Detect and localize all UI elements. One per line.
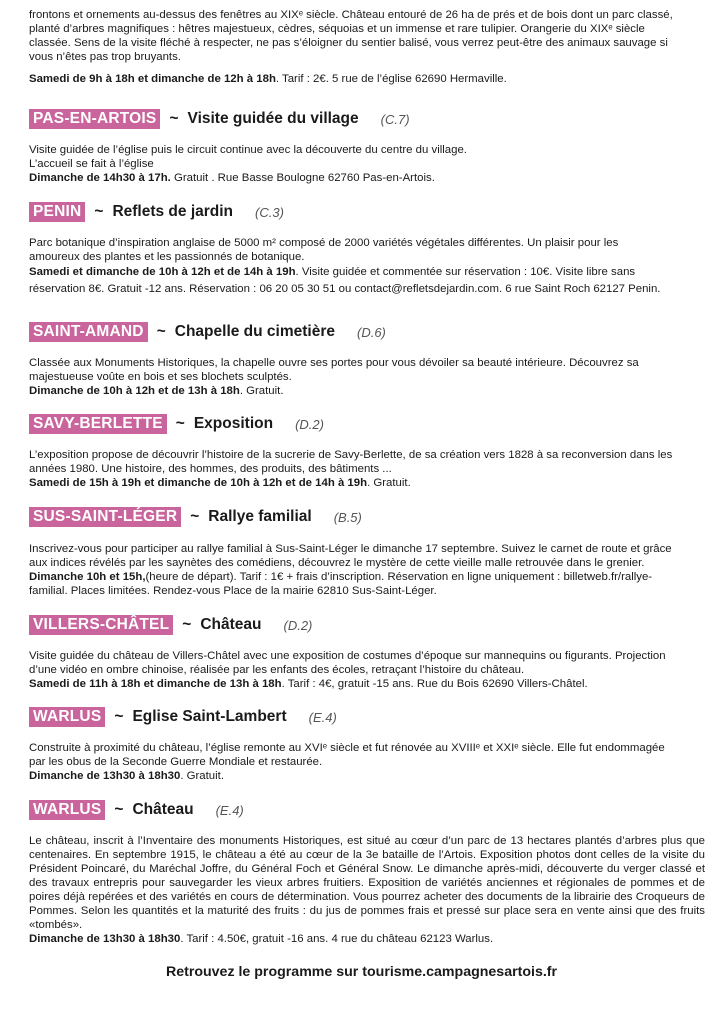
info: . Tarif : 4.50€, gratuit -16 ans. 4 rue du château 62123 Warlus.	[180, 933, 494, 945]
info: . Tarif : 2€. 5 rue de l’église 62690 Hermaville.	[275, 73, 507, 85]
place-tag: VILLERS-CHÂTEL	[29, 615, 173, 635]
entry-description: Inscrivez-vous pour participer au rallye familial à Sus-Saint-Léger le dimanche 17 septembre. Suivez le carnet de route et grâce aux indices révélés par les saynètes des comédiens, découvrez le mystère de cette vieille malle retrouvée dans le grenier. Dimanche 10h et 15h,(heure de départ). Tarif : 1€ + frais d’inscription. Réservation en ligne uniquement : billetweb.fr/rallye- familial. Places limitées. Rendez-vous Place de la mairie 62810 Sus-Saint-Léger.	[29, 543, 672, 597]
intro-text: frontons et ornements au-dessus des fenêtres au XIXᵉ siècle. Château entouré de 26 ha de prés et de bois dont un parc classé, planté d’arbres magnifiques : hêtres majestueux, cèdres, séquoias et un immense et rare tulipier. Orangerie du XIXᵉ siècle classée. Sens de la visite fléché à respecter, ne pas s’éloigner du sentier balisé, vous verrez peut-être des animaux sauvage si vous n’êtes pas trop bruyants.	[29, 9, 673, 63]
entry-heading	[29, 202, 284, 222]
event-title: Exposition	[193, 415, 274, 432]
place-tag: SUS-SAINT-LÉGER	[29, 507, 181, 527]
event-title: Reflets de jardin	[112, 203, 234, 220]
info: (heure de départ). Tarif : 1€ + frais d’inscription. Réservation en ligne uniquement : billetweb.fr/rallye-	[145, 571, 653, 583]
entry-description: Le château, inscrit à l’Inventaire des monuments Historiques, est situé au cœur d’un parc de 13 hectares plantés d’arbres plus que centenaires. En septembre 1915, le château a été au cœur de la 3e bataille de l’Artois. Exposition photos dont celles de la visite du Président Poincaré, du Maréchal Joffre, du Général Foch et Général Snow. Le dimanche après-midi, découverte du verger classé et des travaux entrepris pour sauvegarder les vieux arbres fruitiers. Exposition de variétés anciennes et régionales de pommes et de poires déjà repérées et des variétés en cours de détermination. Vous pourrez acheter des documents de la librairie des Croqueurs de Pommes. Selon les quantités et la maturité des fruits : du jus de pommes frais et pressé sur place sera en vente ainsi que des fruits «tombés». Dimanche de 13h30 à 18h30. Tarif : 4.50€, gratuit -16 ans. 4 rue du château 62123 Warlus.	[29, 835, 705, 945]
entry-description: Visite guidée de l’église puis le circuit continue avec la découverte du centre du village. L’accueil se fait à l’église Dimanche de 14h30 à 17h. Gratuit . Rue Basse Boulogne 62760 Pas-en-Artois.	[29, 144, 467, 184]
place-tag: WARLUS	[29, 800, 105, 820]
entry-heading	[29, 414, 324, 434]
entry-description: L’exposition propose de découvrir l’histoire de la sucrerie de Savy-Berlette, de sa création vers 1828 à sa reconversion dans les années 1980. Une histoire, des hommes, des produits, des bâtiments ... Samedi de 15h à 19h et dimanche de 10h à 12h et de 14h à 19h. Gratuit.	[29, 449, 673, 489]
place-tag: PAS-EN-ARTOIS	[29, 109, 160, 129]
event-title: Château	[200, 616, 262, 633]
entry-description: Classée aux Monuments Historiques, la chapelle ouvre ses portes pour vous dévoiler sa beauté intérieure. Découvrez sa majestueuse voûte en bois et ses blochets sculptés. Dimanche de 10h à 12h et de 13h à 18h. Gratuit.	[29, 357, 639, 397]
entry-description: Visite guidée du château de Villers-Châtel avec une exposition de costumes d’époque sur mannequins ou figurants. Projection d’une vidéo en ombre chinoise, réalisée par les enfants des écoles, retraçant l’histoire du château. Samedi de 11h à 18h et dimanche de 13h à 18h. Tarif : 4€, gratuit -15 ans. Rue du Bois 62690 Villers-Châtel.	[29, 650, 666, 690]
footer-website-line: Retrouvez le programme sur tourisme.campagnesartois.fr	[165, 964, 558, 980]
tilde: ~	[156, 323, 166, 340]
info: . Gratuit.	[239, 385, 284, 397]
event-title: Visite guidée du village	[187, 110, 359, 127]
entry-heading	[29, 109, 410, 129]
tilde: ~	[114, 708, 124, 725]
map-code: (E.4)	[215, 802, 244, 818]
hours: Dimanche 10h et 15h,	[29, 571, 146, 583]
info: . Tarif : 4€, gratuit -15 ans. Rue du Bois 62690 Villers-Châtel.	[281, 678, 588, 690]
map-code: (C.3)	[255, 204, 284, 220]
tilde: ~	[190, 508, 200, 525]
hours: Dimanche de 13h30 à 18h30	[29, 770, 181, 782]
hours: Dimanche de 10h à 12h et de 13h à 18h	[29, 385, 240, 397]
map-code: (C.7)	[380, 111, 410, 127]
place-tag: SAVY-BERLETTE	[29, 414, 167, 434]
hours: Samedi et dimanche de 10h à 12h et de 14h à 19h	[29, 266, 296, 278]
entry-heading	[29, 507, 362, 527]
map-code: (B.5)	[333, 509, 362, 525]
entry-heading	[29, 800, 244, 820]
event-title: Eglise Saint-Lambert	[132, 708, 287, 725]
tilde: ~	[169, 110, 179, 127]
hours: Samedi de 11h à 18h et dimanche de 13h à 18h	[29, 678, 282, 690]
event-title: Château	[132, 801, 194, 818]
entry-description: Parc botanique d’inspiration anglaise de 5000 m² composé de 2000 variétés végétales différentes. Un plaisir pour les amoureux des plantes et les passionnés de botanique. Samedi et dimanche de 10h à 12h et de 14h à 19h. Visite guidée et commentée sur réservation : 10€. Visite libre sans réservation 8€. Gratuit -12 ans. Réservation : 06 20 05 30 51 ou contact@refletsdejardin.com. 6 rue Saint Roch 62127 Penin.	[29, 237, 661, 295]
event-title: Chapelle du cimetière	[174, 323, 335, 340]
info: . Gratuit.	[180, 770, 225, 782]
place-tag: PENIN	[29, 202, 85, 222]
hours: Samedi de 9h à 18h et dimanche de 12h à 18h	[29, 73, 276, 85]
place-tag: WARLUS	[29, 707, 105, 727]
map-code: (E.4)	[308, 709, 337, 725]
tilde: ~	[94, 203, 104, 220]
tilde: ~	[182, 616, 192, 633]
hours: Dimanche de 13h30 à 18h30	[29, 933, 181, 945]
tilde: ~	[175, 415, 185, 432]
entry-heading	[29, 322, 386, 342]
info: Gratuit . Rue Basse Boulogne 62760 Pas-en-Artois.	[170, 172, 435, 184]
place-tag: SAINT-AMAND	[29, 322, 148, 342]
map-code: (D.6)	[357, 324, 386, 340]
info: . Gratuit.	[367, 477, 411, 489]
event-title: Rallye familial	[208, 508, 312, 525]
entry-heading	[29, 615, 312, 635]
hours: Samedi de 15h à 19h et dimanche de 10h à 12h et de 14h à 19h	[29, 477, 368, 489]
entry-description: Construite à proximité du château, l’église remonte au XVIᵉ siècle et fut rénovée au XVIIIᵉ et XXIᵉ siècle. Elle fut endommagée par les obus de la Seconde Guerre Mondiale et restaurée. Dimanche de 13h30 à 18h30. Gratuit.	[29, 742, 665, 782]
entry-heading	[29, 707, 337, 727]
hours: Dimanche de 14h30 à 17h.	[29, 172, 171, 184]
map-code: (D.2)	[295, 416, 324, 432]
map-code: (D.2)	[283, 617, 313, 633]
intro-practical	[29, 72, 705, 86]
tilde: ~	[114, 801, 124, 818]
info: . Visite guidée et commentée sur réservation : 10€. Visite libre sans	[295, 266, 636, 278]
